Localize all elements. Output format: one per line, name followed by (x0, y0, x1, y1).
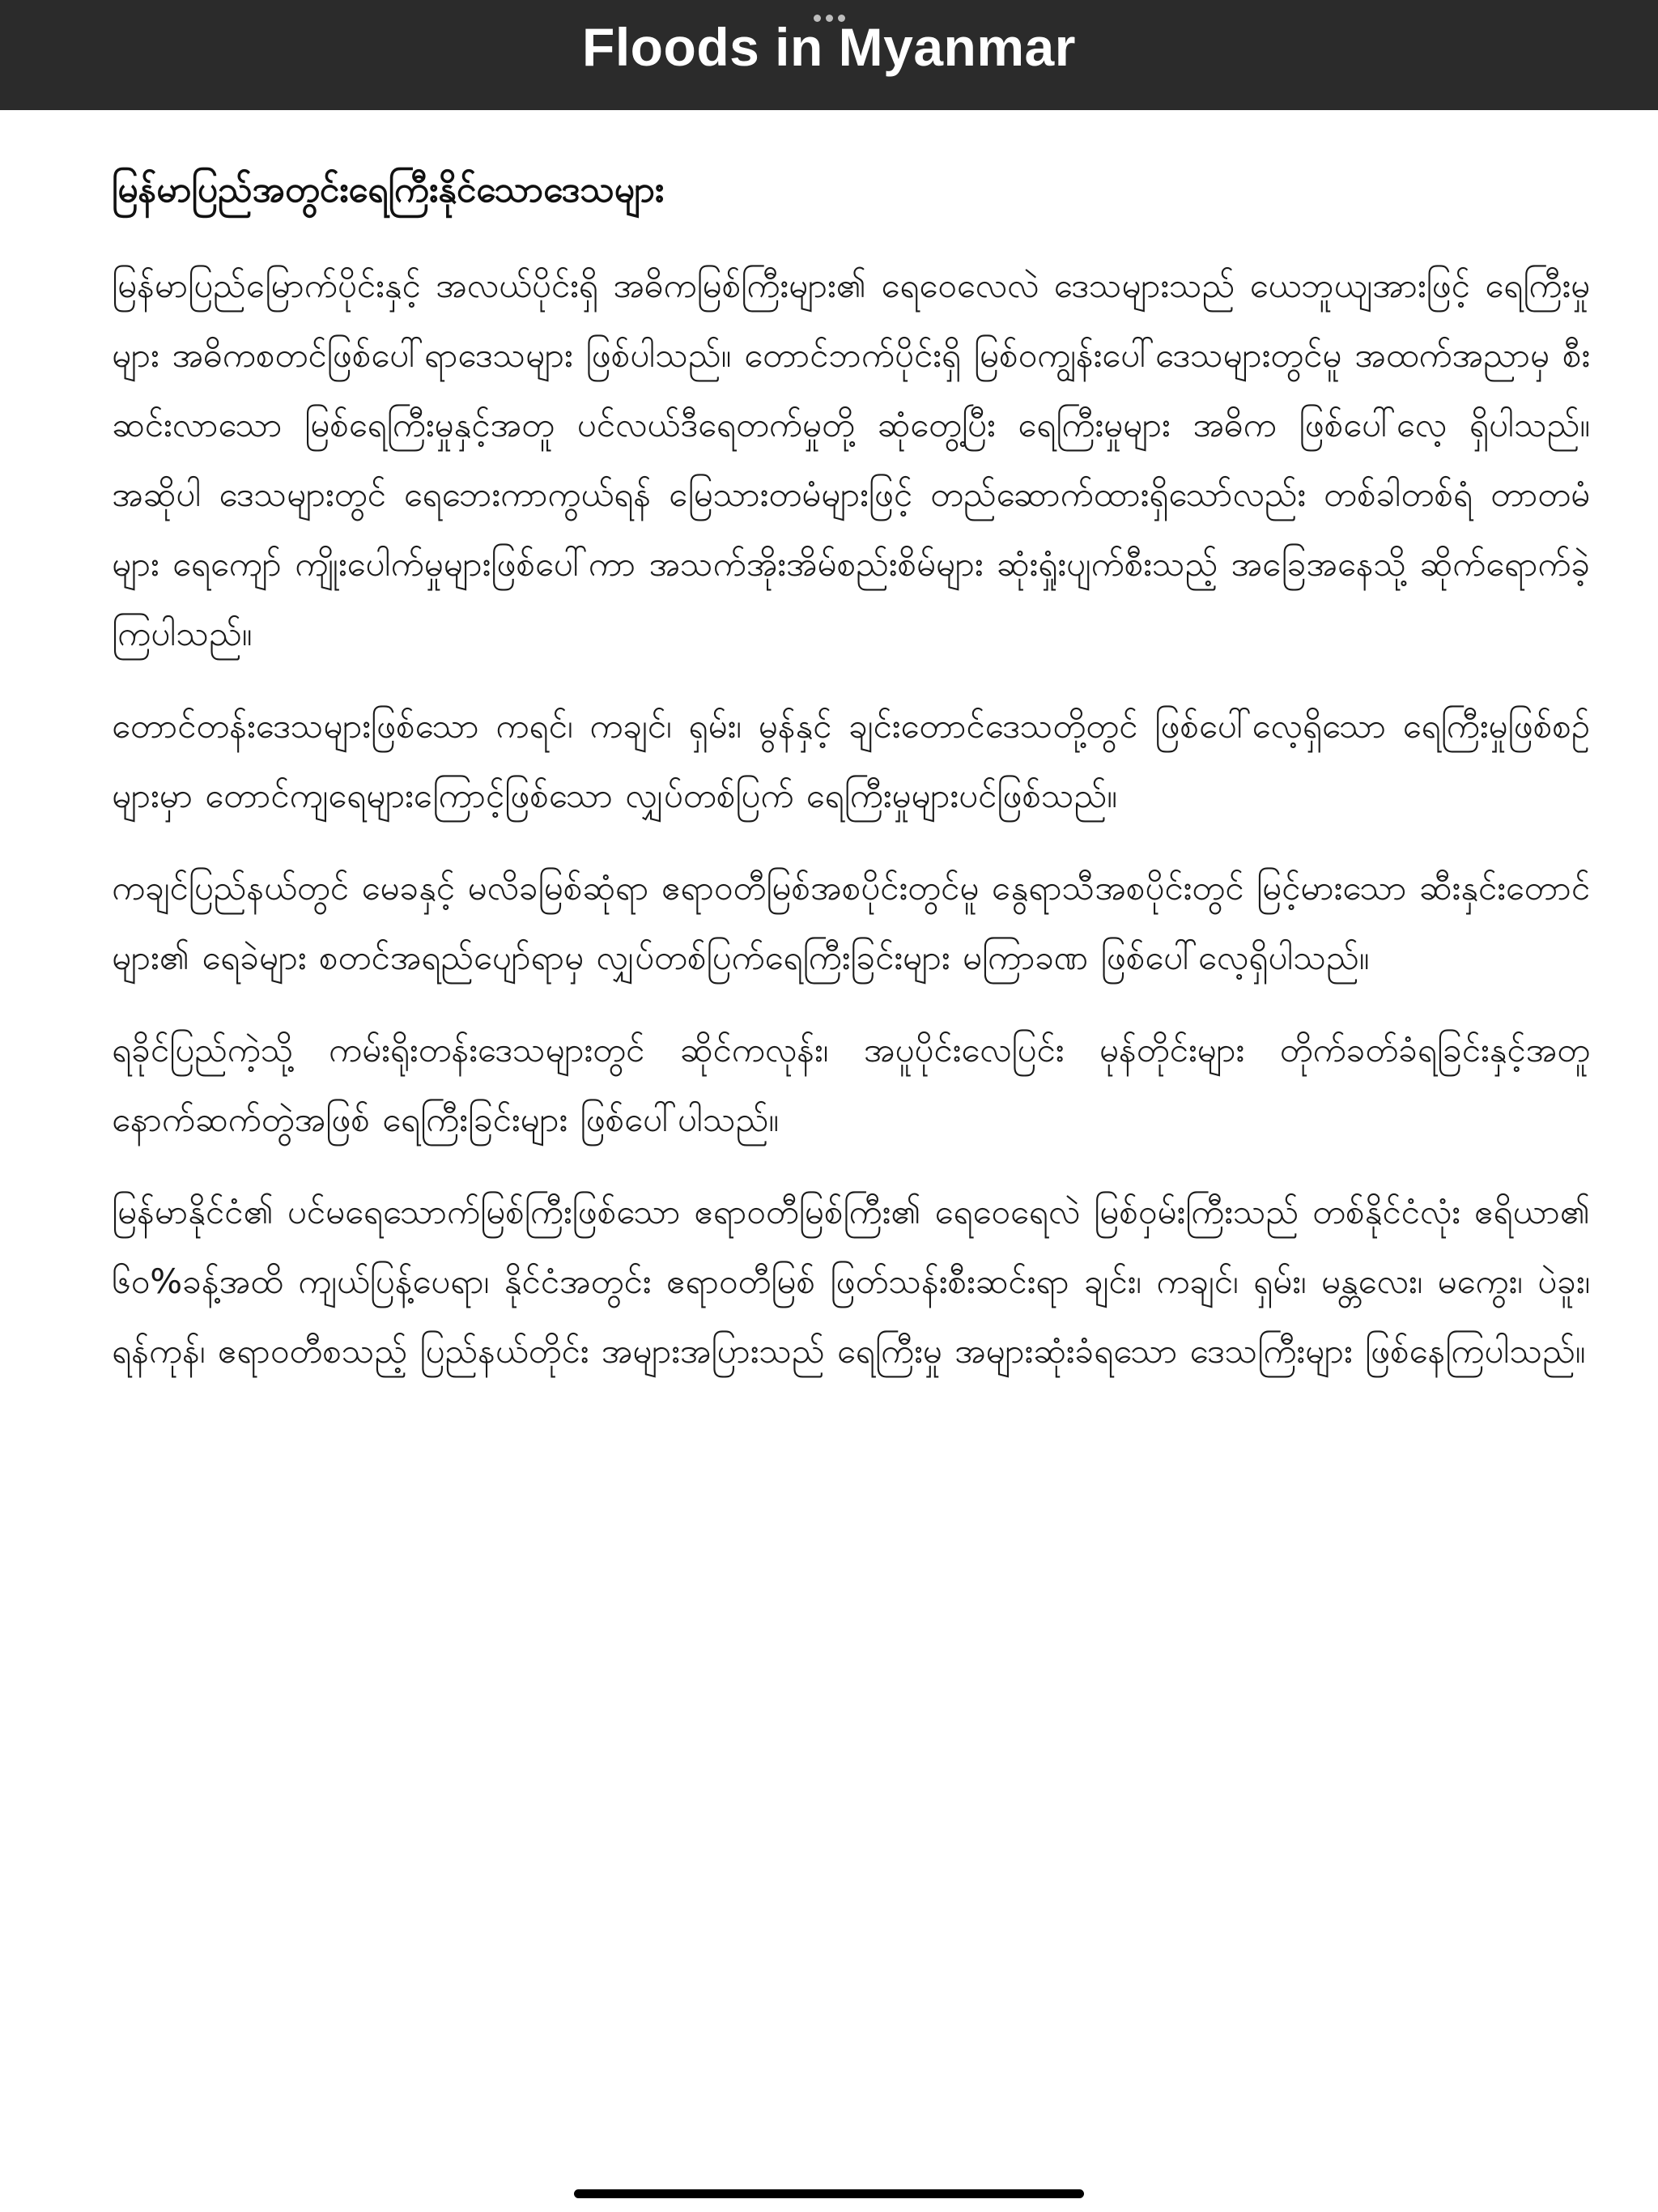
article-body (112, 162, 1590, 1409)
article-paragraph: တောင်တန်းဒေသများဖြစ်သော ကရင်၊ ကချင်၊ ရှမ်း၊ မွန်နှင့် ချင်းတောင်ဒေသတို့တွင် ဖြစ်ပေါ်လေ့ရှိသော ရေကြီးမှုဖြစ်စဉ်များမှာ တောင်ကျရေများကြောင့်ဖြစ်သော လျှပ်တစ်ပြက် ရေကြီးမှုများပင်ဖြစ်သည်။ (112, 706, 1590, 815)
article-paragraph: ကချင်ပြည်နယ်တွင် မေခနှင့် မလိခမြစ်ဆုံရာ ဧရာဝတီမြစ်အစပိုင်းတွင်မူ နွေရာသီအစပိုင်းတွင် မြင့်မားသော ဆီးနှင်းတောင်များ၏ ရေခဲများ စတင်အရည်ပျော်ရာမှ လျှပ်တစ်ပြက်ရေကြီးခြင်းများ မကြာခဏ ဖြစ်ပေါ်လေ့ရှိပါသည်။ (112, 868, 1590, 977)
home-indicator[interactable] (574, 2189, 1084, 2198)
article-heading: မြန်မာပြည်အတွင်းရေကြီးနိုင်သောဒေသများ (112, 169, 665, 211)
article-paragraph: ရခိုင်ပြည်ကဲ့သို့ ကမ်းရိုးတန်းဒေသများတွင် ဆိုင်ကလုန်း၊ အပူပိုင်းလေပြင်း မုန်တိုင်းများ တိုက်ခတ်ခံရခြင်းနှင့်အတူ နောက်ဆက်တွဲအဖြစ် ရေကြီးခြင်းများ ဖြစ်ပေါ်ပါသည်။ (112, 1030, 1590, 1139)
article-paragraph: မြန်မာနိုင်ငံ၏ ပင်မရေသောက်မြစ်ကြီးဖြစ်သော ဧရာဝတီမြစ်ကြီး၏ ရေဝေရေလဲ မြစ်ဝှမ်းကြီးသည် တစ်နိုင်ငံလုံး ဧရိယာ၏ ၆၀%ခန့်အထိ ကျယ်ပြန့်ပေရာ၊ နိုင်ငံအတွင်း ဧရာဝတီမြစ် ဖြတ်သန်းစီးဆင်းရာ ချင်း၊ ကချင်၊ ရှမ်း၊ မန္တလေး၊ မကွေး၊ ပဲခူး၊ ရန်ကုန်၊ ဧရာဝတီစသည့် ပြည်နယ်တိုင်း အများအပြားသည် ရေကြီးမှု အများဆုံးခံရသော ဒေသကြီးများ ဖြစ်နေကြပါသည်။ (112, 1192, 1590, 1371)
article-paragraph: မြန်မာပြည်မြောက်ပိုင်းနှင့် အလယ်ပိုင်းရှိ အဓိကမြစ်ကြီးများ၏ ရေဝေလေလဲ ဒေသများသည် ယေဘူယျအားဖြင့် ရေကြီးမှုများ အဓိကစတင်ဖြစ်ပေါ်ရာဒေသများ ဖြစ်ပါသည်။ တောင်ဘက်ပိုင်းရှိ မြစ်ဝကျွန်းပေါ်ဒေသများတွင်မူ အထက်အညာမှ စီးဆင်းလာသော မြစ်ရေကြီးမှုနှင့်အတူ ပင်လယ်ဒီရေတက်မှုတို့ ဆုံတွေ့ပြီး ရေကြီးမှုများ အဓိက ဖြစ်ပေါ်လေ့ ရှိပါသည်။ အဆိုပါ ဒေသများတွင် ရေဘေးကာကွယ်ရန် မြေသားတမံများဖြင့် တည်ဆောက်ထားရှိသော်လည်း တစ်ခါတစ်ရံ တာတမံများ ရေကျော် ကျိုးပေါက်မှုများဖြစ်ပေါ်ကာ အသက်အိုးအိမ်စည်းစိမ်များ ဆုံးရှုံးပျက်စီးသည့် အခြေအနေသို့ ဆိုက်ရောက်ခဲ့ကြပါသည်။ (112, 266, 1591, 653)
navigation-bar (0, 0, 1658, 110)
page-title: Floods in Myanmar (582, 17, 1076, 77)
